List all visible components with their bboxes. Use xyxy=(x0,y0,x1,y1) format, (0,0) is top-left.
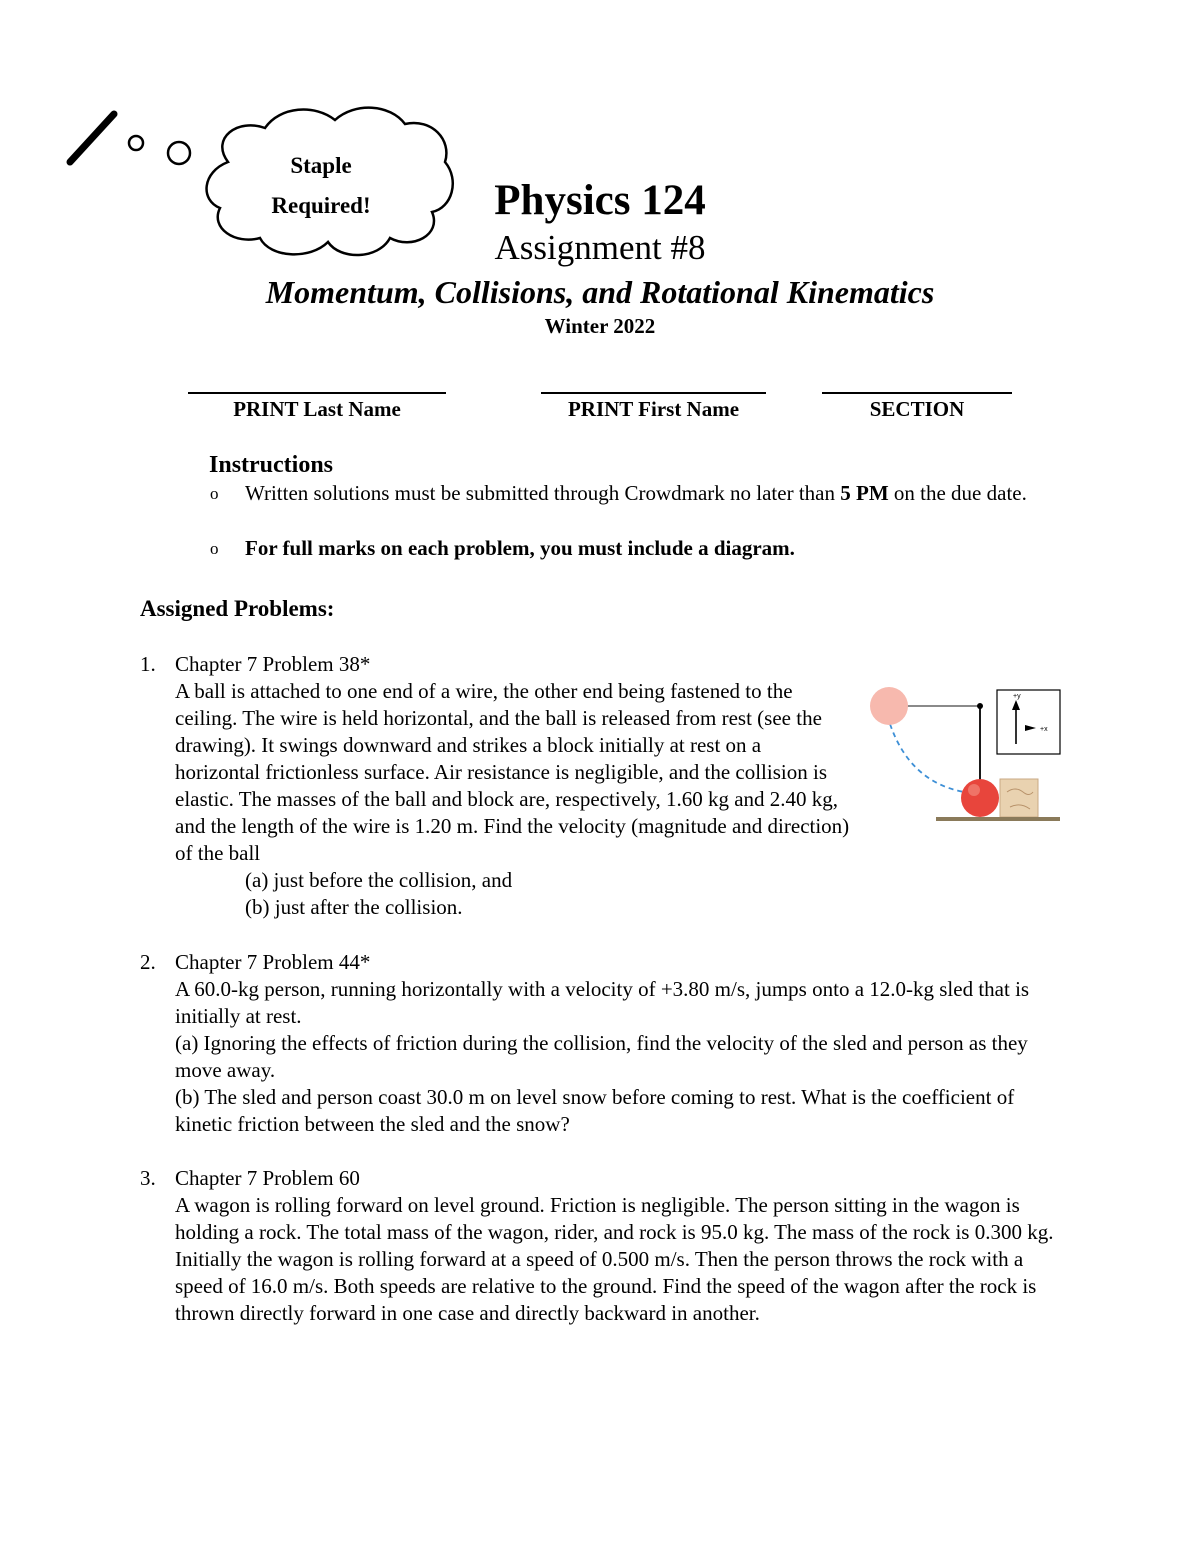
first-name-line[interactable] xyxy=(541,378,766,394)
cloud-line-1: Staple xyxy=(290,153,352,178)
instruction-text-1: Written solutions must be submitted through Crowdmark no later than 5 PM on the due date. xyxy=(245,481,1027,505)
thought-bubble-medium xyxy=(168,142,190,164)
problem-title: Chapter 7 Problem 60 xyxy=(175,1166,360,1190)
last-name-line[interactable] xyxy=(188,378,446,394)
pivot-point xyxy=(977,703,983,709)
section-line[interactable] xyxy=(822,378,1012,394)
problem-text: A 60.0-kg person, running horizontally with a velocity of +3.80 m/s, jumps onto a 12.0-kg sled that is initially at rest. xyxy=(175,977,1030,1028)
section-label: SECTION xyxy=(869,397,965,421)
instruction-item-1 xyxy=(210,480,1050,536)
staple-icon xyxy=(70,114,114,162)
problem-text: A wagon is rolling forward on level ground. Friction is negligible. The person sitting in the wagon is holding a rock. The total mass of the wagon, rider, and rock is 95.0 kg. The mass of the rock is 0.300 kg. Initially the wagon is rolling forward at a speed of 0.500 m/s. Then the person throws the rock with a speed of 16.0 m/s. Both speeds are relative to the ground. Find the speed of the wagon after the rock is thrown directly forward in one case and directly backward in another. xyxy=(175,1193,1054,1325)
bullet-icon: o xyxy=(210,539,219,558)
problem-part-b: (b) just after the collision. xyxy=(245,895,463,919)
first-name-label: PRINT First Name xyxy=(567,397,740,421)
axis-y-label: +y xyxy=(1013,693,1021,700)
problem-part-a: (a) Ignoring the effects of friction during the collision, find the velocity of the sled and person as they move away. xyxy=(175,1031,1028,1082)
term-label: Winter 2022 xyxy=(544,314,656,338)
problem-part-b: (b) The sled and person coast 30.0 m on level snow before coming to rest. What is the coefficient of kinetic friction between the sled and the snow? xyxy=(175,1085,1015,1136)
course-title: Physics 124 xyxy=(494,177,706,224)
last-name-field[interactable] xyxy=(188,378,446,422)
problem-part-a: (a) just before the collision, and xyxy=(245,868,513,892)
problem-body xyxy=(175,1165,1060,1327)
pendulum-block-diagram xyxy=(862,682,1067,827)
bullet-icon: o xyxy=(210,484,219,503)
cloud-line-2: Required! xyxy=(271,193,371,218)
topic-title: Momentum, Collisions, and Rotational Kinematics xyxy=(265,274,935,310)
instruction-item-2 xyxy=(210,535,1050,565)
problem-number: 2. xyxy=(140,950,156,974)
problem-text: A ball is attached to one end of a wire, the other end being fastened to the ceiling. The wire is held horizontal, and the ball is released from rest (see the drawing). It swings downward and strikes a block initially at rest on a horizontal frictionless surface. Air resistance is negligible, and the collision is elastic. The masses of the ball and block are, respectively, 1.60 kg and 2.40 kg, and the length of the wire is 1.20 m. Find the velocity (magnitude and direction) of the ball xyxy=(175,679,850,865)
assignment-title: Assignment #8 xyxy=(494,228,706,267)
assigned-problems-heading: Assigned Problems: xyxy=(140,596,335,621)
problem-body xyxy=(175,651,850,921)
thought-bubble-small xyxy=(129,136,143,150)
instruction-text-2: For full marks on each problem, you must include a diagram. xyxy=(245,536,795,560)
problem-number: 3. xyxy=(140,1166,156,1190)
block xyxy=(1000,779,1038,817)
instructions-heading: Instructions xyxy=(209,452,334,478)
ball-initial xyxy=(870,687,908,725)
axis-x-label: +x xyxy=(1040,726,1048,733)
section-field[interactable] xyxy=(822,378,1012,422)
swing-path xyxy=(890,724,964,792)
last-name-label: PRINT Last Name xyxy=(233,397,401,421)
problem-number: 1. xyxy=(140,652,156,676)
floor xyxy=(936,817,1060,821)
problem-body xyxy=(175,949,1055,1138)
problem-title: Chapter 7 Problem 44* xyxy=(175,950,371,974)
problem-title: Chapter 7 Problem 38* xyxy=(175,652,371,676)
first-name-field[interactable] xyxy=(541,378,766,422)
ball-at-collision xyxy=(961,779,999,817)
axes-box xyxy=(997,690,1060,754)
